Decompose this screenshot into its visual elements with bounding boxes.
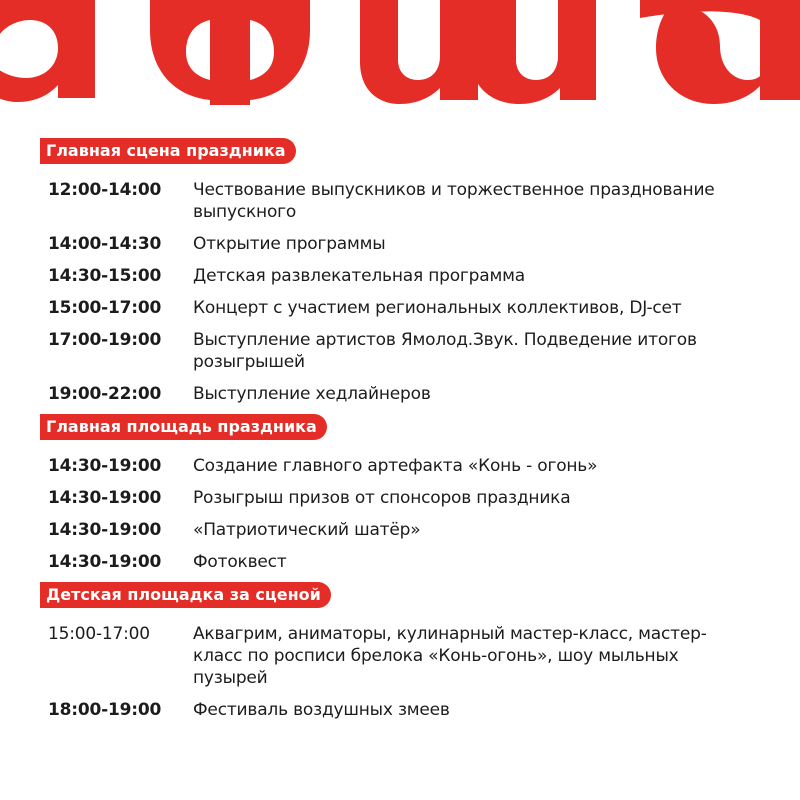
section-title: Главная сцена праздника [40,138,296,164]
section-title: Главная площадь праздника [40,414,327,440]
event-time: 14:30-19:00 [48,552,162,572]
event-row [0,618,800,694]
event-time: 14:30-19:00 [48,488,162,508]
event-time: 14:30-19:00 [48,456,162,476]
event-description: Выступление артистов Ямолод.Звук. Подведение итогов розыгрышей [193,330,697,372]
header-lettering [0,0,800,105]
event-description: Розыгрыш призов от спонсоров праздника [193,488,571,508]
event-row [0,260,800,292]
event-description: Фестиваль воздушных змеев [193,700,450,720]
event-description: «Патриотический шатёр» [193,520,421,540]
schedule-section [0,138,800,410]
event-row [0,324,800,378]
event-row [0,482,800,514]
event-list [0,618,800,726]
event-description: Открытие программы [193,234,386,254]
schedule-section [0,582,800,726]
event-description: Чествование выпускников и торжественное празднование выпускного [193,180,715,222]
event-description: Создание главного артефакта «Конь - огонь» [193,456,598,476]
schedule [0,138,800,730]
event-time: 14:30-15:00 [48,266,162,286]
event-row [0,174,800,228]
event-row [0,450,800,482]
event-time: 12:00-14:00 [48,180,162,200]
event-description: Выступление хедлайнеров [193,384,431,404]
event-list [0,174,800,410]
event-list [0,450,800,578]
header-title-art [0,0,800,105]
event-row [0,378,800,410]
event-row [0,546,800,578]
event-row [0,514,800,546]
event-description: Концерт с участием региональных коллективов, DJ-сет [193,298,682,318]
event-time: 18:00-19:00 [48,700,162,720]
schedule-section [0,414,800,578]
event-description: Детская развлекательная программа [193,266,525,286]
event-time: 14:30-19:00 [48,520,162,540]
event-description: Аквагрим, аниматоры, кулинарный мастер-класс, мастер-класс по росписи брелока «Конь-огонь», шоу мыльных пузырей [193,624,707,688]
event-row [0,292,800,324]
event-time: 17:00-19:00 [48,330,162,350]
event-row [0,228,800,260]
event-row [0,694,800,726]
section-title: Детская площадка за сценой [40,582,331,608]
event-time: 15:00-17:00 [48,624,150,644]
event-time: 19:00-22:00 [48,384,162,404]
event-time: 15:00-17:00 [48,298,162,318]
event-description: Фотоквест [193,552,287,572]
event-time: 14:00-14:30 [48,234,162,254]
